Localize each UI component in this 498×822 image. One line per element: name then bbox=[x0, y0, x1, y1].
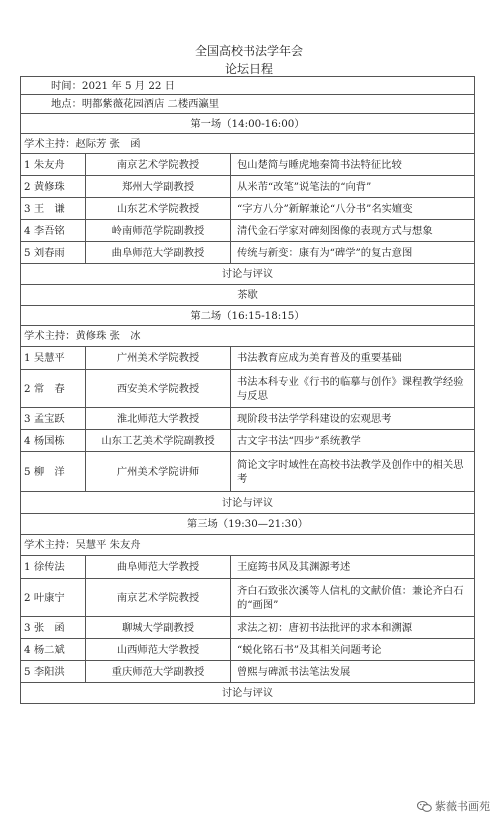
discussion-text: 讨论与评议 bbox=[21, 492, 475, 514]
speaker-name: 2 常 春 bbox=[21, 370, 86, 408]
session-title: 第三场（19:30—21:30） bbox=[21, 514, 475, 535]
table-row bbox=[21, 176, 475, 198]
speaker-name: 1 徐传法 bbox=[21, 556, 86, 579]
speaker-topic: 清代金石学家对碑刻图像的表现方式与想象 bbox=[231, 220, 475, 242]
table-row bbox=[21, 370, 475, 408]
discussion-row bbox=[21, 264, 475, 285]
table-row bbox=[21, 347, 475, 370]
time-row bbox=[21, 77, 475, 95]
schedule-table bbox=[20, 76, 475, 704]
document-subtitle: 论坛日程 bbox=[224, 62, 273, 76]
speaker-topic: 从米芾“改笔”说笔法的“向背” bbox=[231, 176, 475, 198]
speaker-name: 2 黄修珠 bbox=[21, 176, 86, 198]
speaker-topic: 书法教育应成为美育普及的重要基础 bbox=[231, 347, 475, 370]
speaker-org: 山西师范大学教授 bbox=[86, 639, 231, 661]
speaker-org: 聊城大学副教授 bbox=[86, 617, 231, 639]
speaker-name: 3 张 函 bbox=[21, 617, 86, 639]
speaker-org: 淮北师范大学教授 bbox=[86, 408, 231, 430]
speaker-name: 4 杨二斌 bbox=[21, 639, 86, 661]
session-title: 第一场（14:00-16:00） bbox=[21, 114, 475, 134]
discussion-row bbox=[21, 492, 475, 514]
place-text: 地点：明都紫薇花园酒店 二楼西瀛里 bbox=[21, 95, 475, 114]
table-row bbox=[21, 661, 475, 683]
speaker-org: 山东工艺美术学院副教授 bbox=[86, 430, 231, 452]
speaker-org: 岭南师范学院副教授 bbox=[86, 220, 231, 242]
speaker-topic: 现阶段书法学学科建设的宏观思考 bbox=[231, 408, 475, 430]
speaker-topic: “字方八分”新解兼论“八分书”名实嬗变 bbox=[231, 198, 475, 220]
time-text: 时间：2021 年 5 月 22 日 bbox=[21, 77, 475, 95]
speaker-name: 2 叶康宁 bbox=[21, 579, 86, 617]
speaker-org: 西安美术学院教授 bbox=[86, 370, 231, 408]
table-row bbox=[21, 220, 475, 242]
table-row bbox=[21, 198, 475, 220]
speaker-name: 3 王 谦 bbox=[21, 198, 86, 220]
discussion-text: 讨论与评议 bbox=[21, 264, 475, 285]
discussion-text: 讨论与评议 bbox=[21, 683, 475, 704]
wechat-icon bbox=[417, 801, 432, 812]
table-row bbox=[21, 617, 475, 639]
table-row bbox=[21, 430, 475, 452]
speaker-org: 南京艺术学院教授 bbox=[86, 154, 231, 176]
speaker-name: 1 朱友舟 bbox=[21, 154, 86, 176]
host-text: 学术主持：吴慧平 朱友舟 bbox=[21, 535, 475, 556]
speaker-org: 曲阜师范大学副教授 bbox=[86, 242, 231, 264]
break-row bbox=[21, 285, 475, 306]
speaker-org: 重庆师范大学副教授 bbox=[86, 661, 231, 683]
break-text: 茶歇 bbox=[21, 285, 475, 306]
speaker-topic: 包山楚简与睡虎地秦简书法特征比较 bbox=[231, 154, 475, 176]
host-row bbox=[21, 535, 475, 556]
table-row bbox=[21, 639, 475, 661]
host-row bbox=[21, 134, 475, 154]
host-row bbox=[21, 326, 475, 347]
speaker-topic: 王庭筠书风及其渊源考述 bbox=[231, 556, 475, 579]
place-row bbox=[21, 95, 475, 114]
speaker-name: 5 刘春雨 bbox=[21, 242, 86, 264]
table-row bbox=[21, 579, 475, 617]
speaker-name: 5 柳 洋 bbox=[21, 452, 86, 492]
speaker-topic: 简论文字时域性在高校书法教学及创作中的相关思考 bbox=[231, 452, 475, 492]
speaker-name: 4 李吾铭 bbox=[21, 220, 86, 242]
session-header bbox=[21, 306, 475, 326]
host-text: 学术主持：赵际芳 张 函 bbox=[21, 134, 475, 154]
discussion-row bbox=[21, 683, 475, 704]
speaker-topic: “蜕化铭石书”及其相关问题考论 bbox=[231, 639, 475, 661]
speaker-org: 广州美术学院讲师 bbox=[86, 452, 231, 492]
watermark bbox=[417, 798, 490, 814]
speaker-org: 山东艺术学院教授 bbox=[86, 198, 231, 220]
table-row bbox=[21, 154, 475, 176]
speaker-name: 3 孟宝跃 bbox=[21, 408, 86, 430]
speaker-topic: 古文字书法“四步”系统教学 bbox=[231, 430, 475, 452]
speaker-org: 南京艺术学院教授 bbox=[86, 579, 231, 617]
speaker-topic: 曾熙与碑派书法笔法发展 bbox=[231, 661, 475, 683]
speaker-topic: 求法之初：唐初书法批评的求本和溯源 bbox=[231, 617, 475, 639]
table-row bbox=[21, 242, 475, 264]
speaker-org: 郑州大学副教授 bbox=[86, 176, 231, 198]
speaker-name: 4 杨国栋 bbox=[21, 430, 86, 452]
host-text: 学术主持：黄修珠 张 冰 bbox=[21, 326, 475, 347]
table-row bbox=[21, 556, 475, 579]
speaker-topic: 传统与新变：康有为“碑学”的复古意图 bbox=[231, 242, 475, 264]
document-title: 全国高校书法学年会 bbox=[194, 44, 303, 58]
speaker-topic: 书法本科专业《行书的临摹与创作》课程教学经验与反思 bbox=[231, 370, 475, 408]
speaker-org: 曲阜师范大学教授 bbox=[86, 556, 231, 579]
speaker-name: 5 李阳洪 bbox=[21, 661, 86, 683]
session-title: 第二场（16:15-18:15） bbox=[21, 306, 475, 326]
table-row bbox=[21, 452, 475, 492]
table-row bbox=[21, 408, 475, 430]
watermark-text: 紫薇书画苑 bbox=[435, 800, 490, 813]
speaker-name: 1 吴慧平 bbox=[21, 347, 86, 370]
speaker-topic: 齐白石致张次溪等人信札的文献价值：兼论齐白石的“画图” bbox=[231, 579, 475, 617]
session-header bbox=[21, 514, 475, 535]
speaker-org: 广州美术学院教授 bbox=[86, 347, 231, 370]
session-header bbox=[21, 114, 475, 134]
